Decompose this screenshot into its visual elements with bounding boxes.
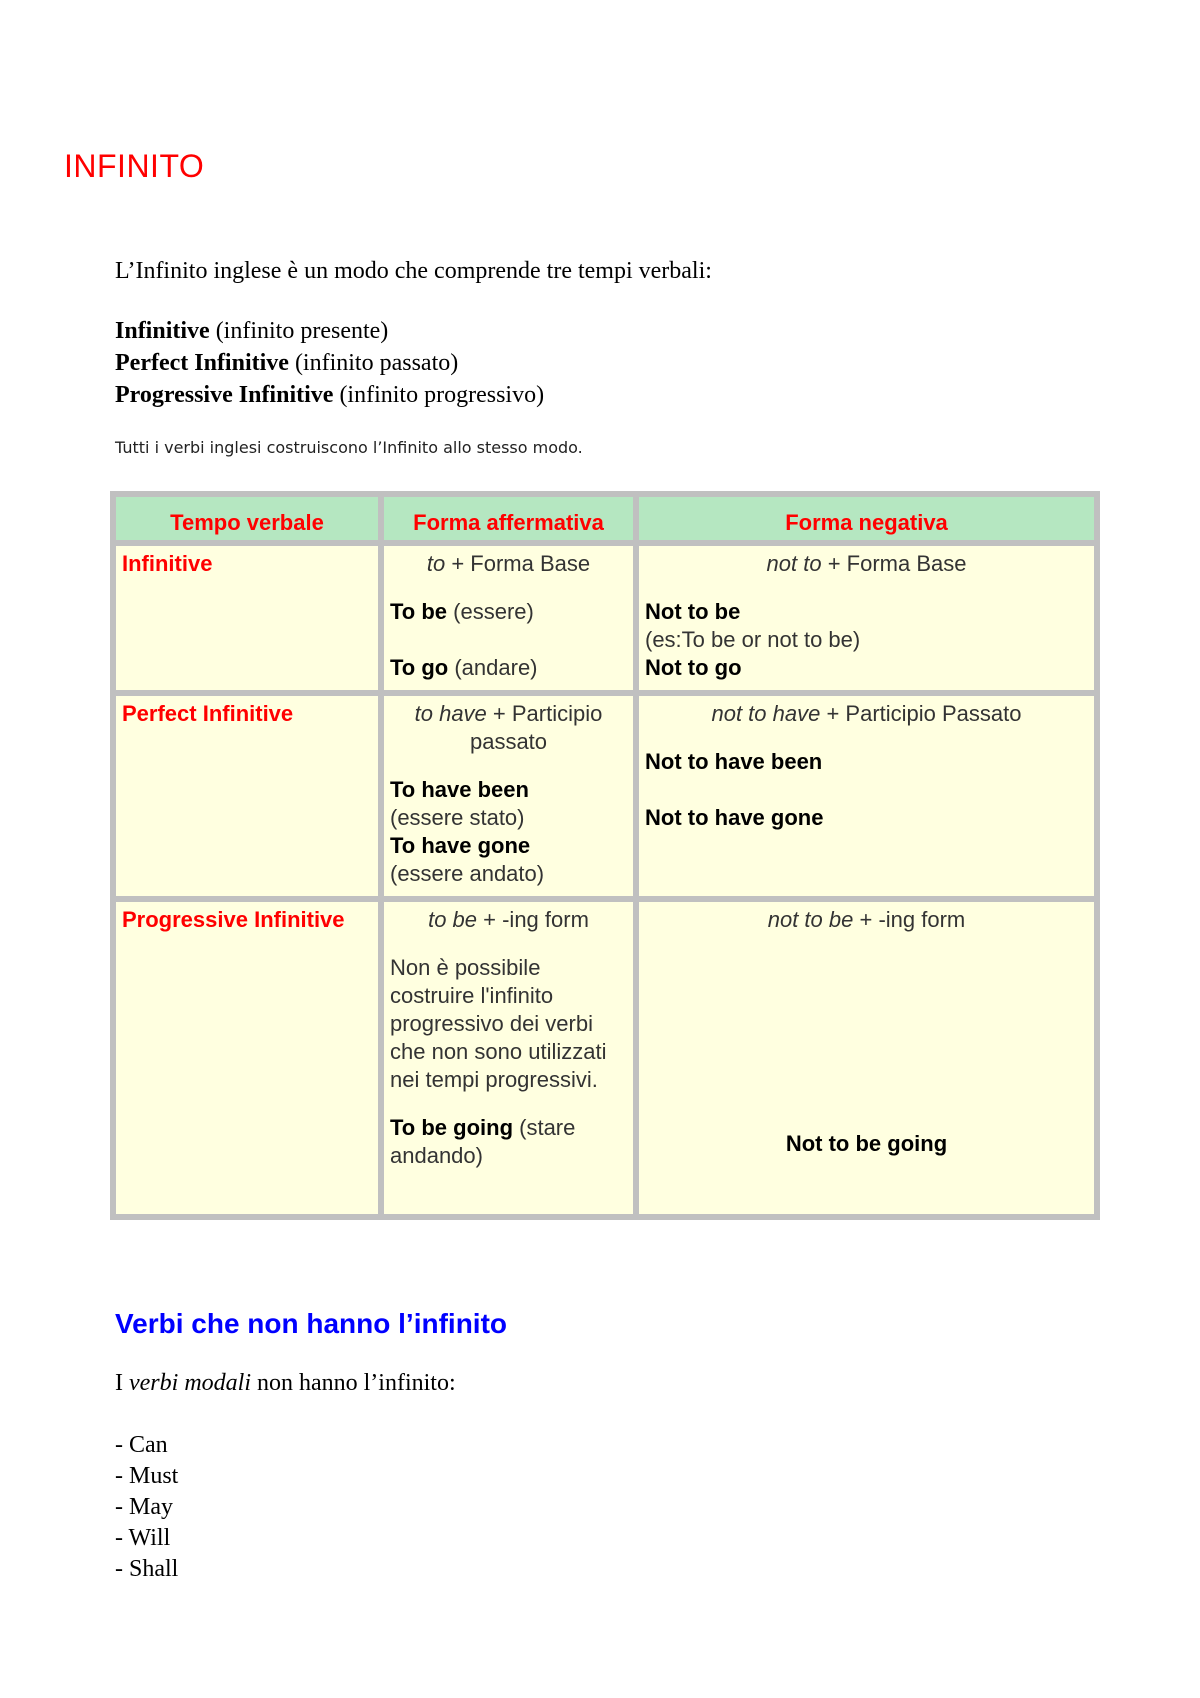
tense-name: Perfect Infinitive (115, 350, 289, 376)
cell-neg-progressive (639, 902, 1094, 1214)
example-verb: Not to have been (645, 749, 823, 774)
tense-name: Infinitive (115, 318, 210, 344)
example-translation: (essere stato) (390, 805, 525, 830)
tense-desc: (infinito presente) (209, 318, 389, 344)
example-verb: To be going (390, 1115, 514, 1140)
formula-italic: to (426, 551, 446, 576)
modal-intro-post: non hanno l’infinito: (250, 1370, 456, 1396)
example-verb: Not to go (645, 655, 742, 680)
list-item: - Shall (115, 1556, 179, 1582)
example-verb: To go (390, 655, 449, 680)
example-translation: (stare andando) (390, 1115, 576, 1168)
infinitive-table (110, 491, 1100, 1220)
tense-list (115, 315, 544, 411)
formula-italic: not to (766, 551, 822, 576)
modal-intro (115, 1370, 456, 1397)
formula-text: + Forma Base (445, 551, 591, 576)
example-verb: To be (390, 599, 448, 624)
formula-italic: not to have (711, 701, 821, 726)
header-negativa: Forma negativa (639, 497, 1094, 540)
modal-intro-italic: verbi modali (129, 1370, 251, 1396)
example-verb: Not to have gone (645, 805, 824, 830)
page-title: INFINITO (64, 148, 205, 184)
formula-text: + Participio Passato (820, 701, 1022, 726)
formula-text: + Forma Base (821, 551, 967, 576)
cell-aff-perfect (384, 696, 633, 896)
list-item: - Will (115, 1525, 171, 1551)
formula-text: + Participio passato (469, 701, 603, 754)
header-affermativa: Forma affermativa (384, 497, 633, 540)
cell-aff-progressive (384, 902, 633, 1214)
list-item: - May (115, 1494, 173, 1520)
cell-neg-perfect (639, 696, 1094, 896)
modal-intro-pre: I (115, 1370, 129, 1396)
list-item (115, 379, 544, 411)
example-verb: To have gone (390, 833, 531, 858)
example-note: (es:To be or not to be) (645, 627, 861, 652)
tense-name: Progressive Infinitive (115, 382, 334, 408)
formula-italic: not to be (767, 907, 854, 932)
example-verb: Not to be (645, 599, 741, 624)
modal-list (115, 1430, 178, 1585)
tense-desc: (infinito progressivo) (333, 382, 545, 408)
example-translation: (essere) (447, 599, 534, 624)
list-item: - Must (115, 1463, 179, 1489)
row-label-infinitive: Infinitive (116, 546, 378, 690)
cell-neg-infinitive (639, 546, 1094, 690)
list-item (115, 347, 544, 379)
formula-text: + -ing form (477, 907, 589, 932)
list-item (115, 315, 544, 347)
cell-aff-infinitive (384, 546, 633, 690)
note-text: Tutti i verbi inglesi costruiscono l’Infinito allo stesso modo. (115, 438, 583, 457)
intro-text: L’Infinito inglese è un modo che comprende tre tempi verbali: (115, 258, 712, 284)
example-verb: To have been (390, 777, 529, 802)
example-translation: (essere andato) (390, 861, 545, 886)
list-item: - Can (115, 1432, 168, 1458)
row-label-perfect: Perfect Infinitive (116, 696, 378, 896)
tense-desc: (infinito passato) (288, 350, 459, 376)
formula-italic: to be (428, 907, 478, 932)
example-translation: (andare) (448, 655, 538, 680)
example-verb: Not to be going (785, 1131, 948, 1156)
section-title-modals: Verbi che non hanno l’infinito (115, 1308, 507, 1339)
header-tempo: Tempo verbale (116, 497, 378, 540)
progressive-note: Non è possibile costruire l'infinito progressivo dei verbi che non sono utilizzati nei tempi progressivi. (390, 955, 607, 1092)
formula-text: + -ing form (853, 907, 966, 932)
formula-italic: to have (414, 701, 487, 726)
row-label-progressive: Progressive Infinitive (116, 902, 378, 1214)
